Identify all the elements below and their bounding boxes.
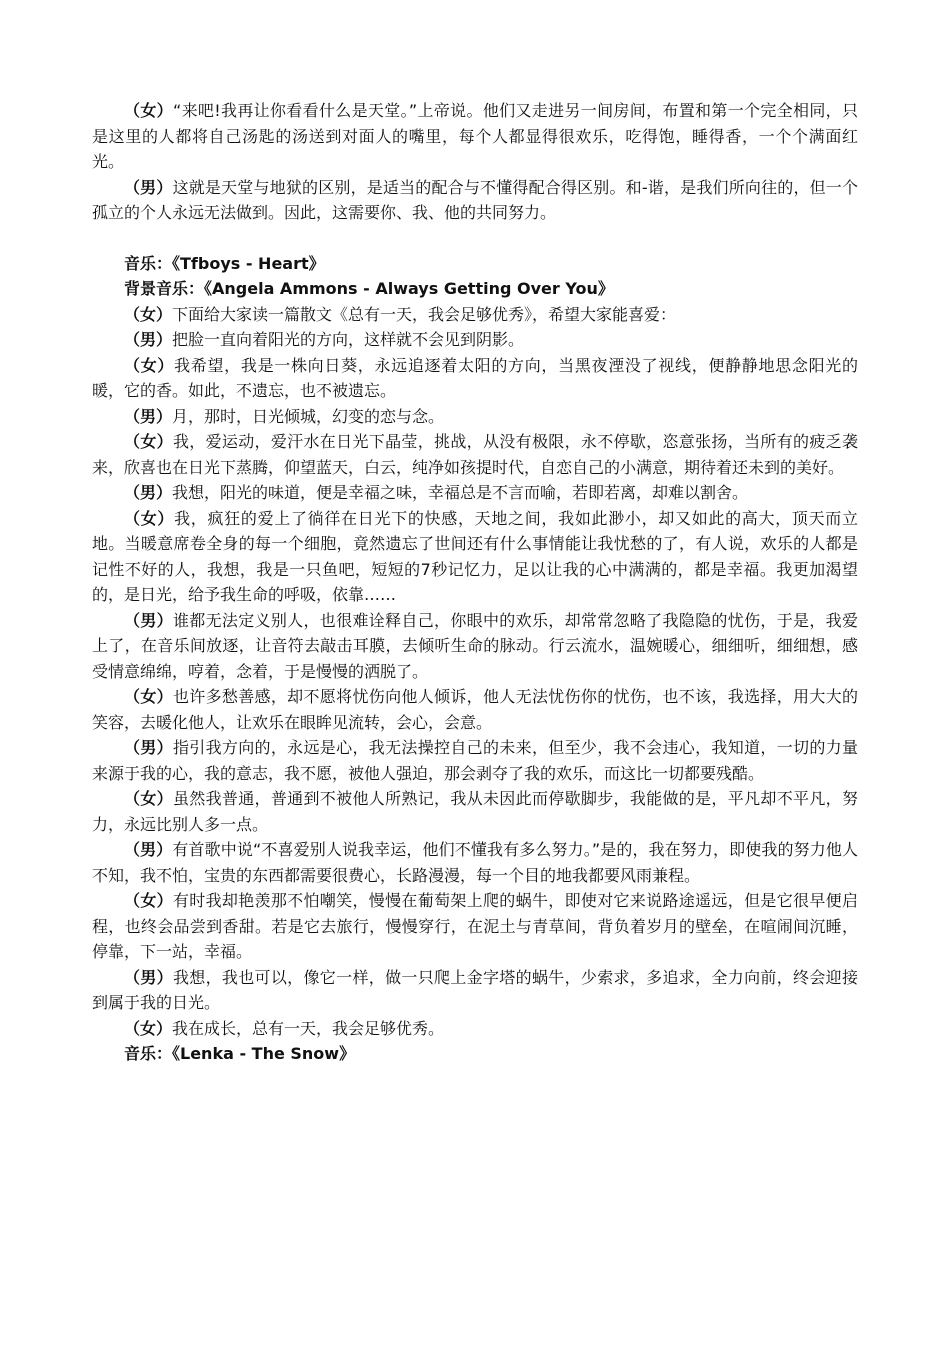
speaker-label: （男） [124, 483, 173, 502]
dialogue-paragraph [92, 506, 858, 608]
paragraph-text: 我希望，我是一株向日葵，永远追逐着太阳的方向，当黑夜湮没了视线，便静静地思念阳光的暖，它的香。如此，不遗忘，也不被遗忘。 [92, 355, 858, 400]
paragraph-text: 下面给大家读一篇散文《总有一天，我会足够优秀》，希望大家能喜爱： [172, 304, 677, 324]
dialogue-paragraph [92, 404, 858, 430]
music-cue-2: 音乐：《Lenka - The Snow》 [124, 1044, 356, 1063]
dialogue-paragraph [92, 480, 858, 506]
speaker-label: （男） [124, 610, 173, 630]
speaker-label: （女） [124, 101, 173, 120]
speaker-label: （女） [124, 789, 173, 808]
speaker-label: （男） [124, 840, 173, 859]
paragraph-text: 把脸一直向着阳光的方向，这样就不会见到阴影。 [172, 330, 525, 349]
intro-section [92, 98, 858, 226]
speaker-label: （女） [124, 432, 173, 451]
speaker-label: （女） [124, 1018, 173, 1038]
speaker-label: （男） [124, 177, 173, 197]
dialogue-paragraph [92, 608, 858, 685]
paragraph-text: 月，那时，日光倾城，幻变的恋与念。 [172, 406, 445, 426]
speaker-label: （女） [124, 687, 173, 706]
speaker-label: （女） [124, 355, 175, 375]
dialogue-paragraph [92, 175, 858, 226]
dialogue-paragraph [92, 327, 858, 353]
paragraph-text: 指引我方向的，永远是心，我无法操控自己的未来，但至少，我不会违心，我知道，一切的力量来源于我的心，我的意志，我不愿，被他人强迫，那会剥夺了我的欢乐，而这比一切都要残酷。 [92, 738, 858, 783]
paragraph-text: 我，疯狂的爱上了徜徉在日光下的快感，天地之间，我如此渺小，却又如此的高大，顶天而立地。当暖意席卷全身的每一个细胞，竟然遗忘了世间还有什么事情能让我忧愁的了，有人说，欢乐的人都是记性不好的人，我想，我是一只鱼吧，短短的7秒记忆力，足以让我的心中满满的，都是幸福。我更加渴望的，是日光，给予我生命的呼吸，依靠…… [92, 508, 858, 604]
paragraph-text: 我在成长，总有一天，我会足够优秀。 [172, 1018, 445, 1038]
paragraph-text: 我，爱运动，爱汗水在日光下晶莹，挑战，从没有极限，永不停歇，恣意张扬，当所有的疲乏袭来，欣喜也在日光下蒸腾，仰望蓝天，白云，纯净如孩提时代，自恋自己的小满意，期待着还未到的美好。 [92, 432, 858, 477]
speaker-label: （男） [124, 330, 173, 349]
dialogue-paragraph [92, 1016, 858, 1042]
speaker-label: （男） [124, 967, 173, 987]
dialogue-paragraph [92, 353, 858, 404]
speaker-label: （女） [124, 304, 173, 324]
speaker-label: （男） [124, 406, 173, 426]
speaker-label: （女） [124, 891, 173, 910]
paragraph-text: “来吧!我再让你看看什么是天堂。”上帝说。他们又走进另一间房间，布置和第一个完全相同，只是这里的人都将自己汤匙的汤送到对面人的嘴里，每个人都显得很欢乐，吃得饱，睡得香，一个个满面红光。 [92, 101, 858, 171]
dialogue-paragraph [92, 965, 858, 1016]
dialogue-paragraph [92, 98, 858, 175]
dialogue-paragraph [92, 302, 858, 328]
paragraph-text: 有首歌中说“不喜爱别人说我幸运，他们不懂我有多么努力。”是的，我在努力，即使我的努力他人不知，我不怕，宝贵的东西都需要很费心，长路漫漫，每一个目的地我都要风雨兼程。 [92, 840, 858, 885]
background-music-cue: 背景音乐：《Angela Ammons - Always Getting Over You》 [124, 279, 614, 298]
paragraph-text: 谁都无法定义别人，也很难诠释自己，你眼中的欢乐，却常常忽略了我隐隐的忧伤，于是，我爱上了，在音乐间放逐，让音符去敲击耳膜，去倾听生命的脉动。行云流水，温婉暖心，细细听，细细想，感受情意绵绵，哼着，念着，于是慢慢的洒脱了。 [92, 610, 858, 681]
paragraph-text: 虽然我普通，普通到不被他人所熟记，我从未因此而停歇脚步，我能做的是，平凡却不平凡，努力，永远比别人多一点。 [92, 789, 858, 834]
dialogue-paragraph [92, 684, 858, 735]
speaker-label: （男） [124, 738, 173, 757]
dialogue-paragraph [92, 735, 858, 786]
paragraph-text: 这就是天堂与地狱的区别，是适当的配合与不懂得配合得区别。和-谐，是我们所向往的，但一个孤立的个人永远无法做到。因此，这需要你、我、他的共同努力。 [92, 177, 858, 222]
paragraph-text: 有时我却艳羡那不怕嘲笑，慢慢在葡萄架上爬的蜗牛，即使对它来说路途遥远，但是它很早便启程，也终会品尝到香甜。若是它去旅行，慢慢穿行，在泥土与青草间，背负着岁月的壁垒，在喧闹间沉睡，停靠，下一站，幸福。 [92, 891, 858, 961]
dialogue-section [92, 302, 858, 1042]
dialogue-paragraph [92, 837, 858, 888]
speaker-label: （女） [124, 508, 175, 528]
music-cue-1: 音乐：《Tfboys - Heart》 [124, 253, 325, 273]
dialogue-paragraph [92, 429, 858, 480]
dialogue-paragraph [92, 786, 858, 837]
document-page [92, 98, 858, 1067]
paragraph-text: 我想，阳光的味道，便是幸福之味，幸福总是不言而喻，若即若离，却难以割舍。 [172, 483, 749, 502]
section-gap [92, 226, 858, 251]
dialogue-paragraph [92, 888, 858, 965]
paragraph-text: 我想，我也可以，像它一样，做一只爬上金字塔的蜗牛，少索求，多追求，全力向前，终会迎接到属于我的日光。 [92, 967, 858, 1012]
paragraph-text: 也许多愁善感，却不愿将忧伤向他人倾诉，他人无法忧伤你的忧伤，也不该，我选择，用大大的笑容，去暖化他人，让欢乐在眼眸见流转，会心，会意。 [92, 687, 858, 732]
